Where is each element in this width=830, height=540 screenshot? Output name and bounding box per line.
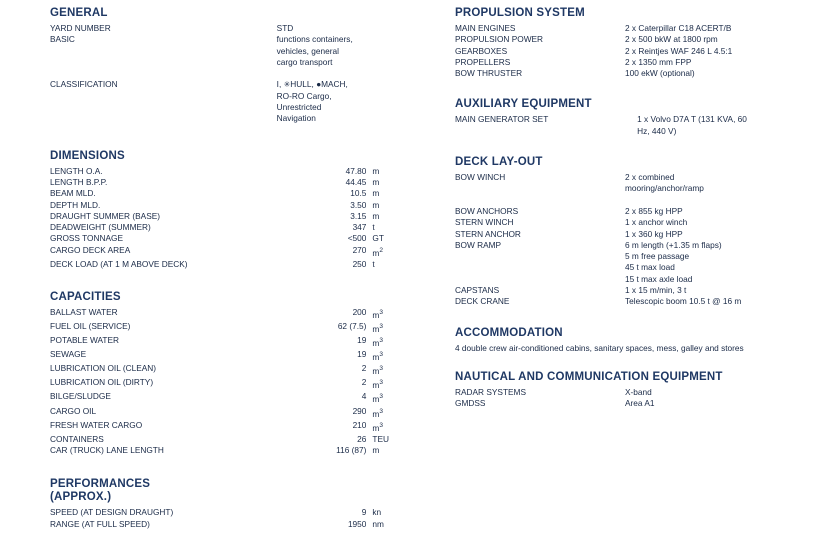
- row-value: 250: [352, 258, 367, 269]
- row-unit: m: [372, 444, 380, 455]
- row-unit: m: [372, 165, 380, 176]
- row-value: 1 x 360 kg HPP: [625, 228, 683, 239]
- row-value: <500: [347, 233, 367, 244]
- row-label: DECK LOAD (AT 1 M ABOVE DECK): [50, 258, 188, 269]
- right-column: [455, 0, 830, 420]
- table-row: [455, 34, 830, 45]
- row-label: STERN ANCHOR: [455, 228, 521, 239]
- table-row: [50, 23, 430, 34]
- row-value: 1 x Volvo D7A T (131 KVA, 60 Hz, 440 V): [637, 114, 747, 136]
- row-value: 1 x 15 m/min, 3 t: [625, 285, 687, 296]
- section-performances: [50, 478, 430, 530]
- performances-table: [50, 507, 430, 530]
- row-label: BALLAST WATER: [50, 307, 118, 318]
- row-label: DEADWEIGHT (SUMMER): [50, 222, 151, 233]
- row-unit: $m^3$: [372, 337, 383, 348]
- table-row: [455, 240, 830, 285]
- table-row: [50, 445, 430, 456]
- row-value: 2 x Reintjes WAF 246 L 4.5:1: [625, 45, 733, 56]
- row-label: BOW ANCHORS: [455, 205, 519, 216]
- table-row: [50, 259, 430, 270]
- row-label: RANGE (AT FULL SPEED): [50, 518, 150, 529]
- table-row: [50, 434, 430, 445]
- capacities-table: [50, 307, 430, 456]
- table-row: [50, 211, 430, 222]
- row-label: STERN WINCH: [455, 217, 514, 228]
- row-label: BOW RAMP: [455, 239, 502, 250]
- spacer: [50, 68, 430, 79]
- row-value: 47.80: [345, 165, 367, 176]
- row-value: 4: [361, 391, 367, 402]
- table-row: [455, 23, 830, 34]
- row-label: LUBRICATION OIL (CLEAN): [50, 363, 157, 374]
- row-value: Telescopic boom 10.5 t @ 16 m: [625, 296, 742, 307]
- table-row: [455, 398, 830, 409]
- row-value: 2: [361, 377, 367, 388]
- row-label: LUBRICATION OIL (DIRTY): [50, 377, 154, 388]
- row-label: YARD NUMBER: [50, 23, 111, 33]
- row-value: 2: [361, 363, 367, 374]
- section-title-accommodation: ACCOMMODATION: [455, 326, 563, 339]
- row-label: CARGO DECK AREA: [50, 244, 131, 255]
- row-label: DECK CRANE: [455, 296, 510, 307]
- table-row: [50, 420, 430, 434]
- row-value: 2 x 1350 mm FPP: [625, 56, 692, 67]
- row-unit: $m^3$: [372, 407, 383, 419]
- row-unit: $m^3$: [372, 323, 383, 334]
- accommodation-text: 4 double crew air-conditioned cabins, sanitary spaces, mess, galley and stores: [455, 342, 744, 353]
- row-label: CAR (TRUCK) LANE LENGTH: [50, 444, 164, 455]
- navcom-table: [455, 387, 830, 410]
- row-value: X-band: [625, 387, 652, 398]
- row-label: BOW THRUSTER: [455, 68, 523, 79]
- section-title-deck-layout: DECK LAY-OUT: [455, 156, 543, 169]
- left-column: [50, 0, 430, 540]
- row-label: RADAR SYSTEMS: [455, 387, 526, 398]
- row-label: PROPELLERS: [455, 56, 511, 67]
- propulsion-table: [455, 23, 830, 79]
- table-row: [50, 507, 430, 518]
- table-row: [50, 200, 430, 211]
- row-value: 1 x anchor winch: [625, 217, 688, 228]
- row-label: LENGTH B.P.P.: [50, 176, 108, 187]
- spacer: [455, 195, 830, 206]
- row-unit: kn: [372, 507, 382, 518]
- row-value: 19: [357, 349, 367, 360]
- section-capacities: [50, 290, 430, 456]
- row-label: MAIN ENGINES: [455, 23, 516, 33]
- row-value: 10.5: [350, 188, 367, 199]
- row-value: 2 x 855 kg HPP: [625, 205, 683, 216]
- table-row: [455, 68, 830, 79]
- row-unit: $m^3$: [372, 393, 383, 405]
- row-value: 210: [352, 419, 367, 430]
- row-unit: m: [372, 176, 380, 187]
- row-label: SPEED (AT DESIGN DRAUGHT): [50, 507, 174, 518]
- row-value: 2 x Caterpillar C18 ACERT/B: [625, 23, 732, 33]
- section-title-general: GENERAL: [50, 7, 108, 19]
- row-value: 62 (7.5): [337, 321, 367, 332]
- table-row: [50, 406, 430, 420]
- row-value: 200: [352, 307, 367, 318]
- table-row: [455, 229, 830, 240]
- row-value: I, ✳HULL, ●MACH, RO-RO Cargo, Unrestricted Navigation: [276, 79, 348, 124]
- section-auxiliary: [455, 97, 830, 137]
- section-navcom: [455, 370, 830, 410]
- row-unit: $m^3$: [372, 421, 383, 433]
- section-title-navcom: NAUTICAL AND COMMUNICATION EQUIPMENT: [455, 371, 723, 384]
- section-propulsion: [455, 6, 830, 79]
- section-title-auxiliary: AUXILIARY EQUIPMENT: [455, 98, 592, 111]
- row-label: FUEL OIL (SERVICE): [50, 321, 131, 332]
- row-label: CARGO OIL: [50, 405, 97, 416]
- row-label: BOW WINCH: [455, 172, 506, 183]
- row-unit: TEU: [372, 433, 390, 444]
- row-unit: m: [372, 199, 380, 210]
- row-unit: t: [372, 222, 375, 233]
- table-row: [50, 377, 430, 391]
- table-row: [455, 114, 830, 137]
- table-row: [50, 245, 430, 259]
- row-label: CONTAINERS: [50, 433, 104, 444]
- row-value: 2 x combined mooring/anchor/ramp: [625, 172, 704, 194]
- deck-layout-table: [455, 172, 830, 308]
- table-row: [50, 335, 430, 349]
- row-value: 290: [352, 405, 367, 416]
- section-deck-layout: [455, 155, 830, 308]
- section-accommodation: [455, 326, 830, 355]
- row-label: MAIN GENERATOR SET: [455, 114, 549, 125]
- table-row: [50, 166, 430, 177]
- row-label: DEPTH MLD.: [50, 199, 101, 210]
- table-row: [455, 46, 830, 57]
- row-value: STD: [276, 23, 294, 33]
- table-row: [50, 391, 430, 405]
- row-label: BASIC: [50, 34, 75, 45]
- dimensions-table: [50, 166, 430, 270]
- table-row: [455, 285, 830, 296]
- row-value: 6 m length (+1.35 m flaps) 5 m free passage 45 t max load 15 t max axle load: [625, 239, 722, 284]
- auxiliary-table: [455, 114, 830, 137]
- table-row: [455, 217, 830, 228]
- row-label: GEARBOXES: [455, 45, 508, 56]
- table-row: [455, 57, 830, 68]
- row-value: 116 (87): [336, 444, 367, 455]
- row-unit: nm: [372, 518, 384, 529]
- row-label: SEWAGE: [50, 349, 87, 360]
- section-title-performances: [50, 478, 430, 504]
- section-title-performances-line2: (APPROX.): [50, 491, 112, 504]
- table-row: [455, 387, 830, 398]
- table-row: [50, 177, 430, 188]
- row-label: CLASSIFICATION: [50, 79, 118, 90]
- row-value: 100 ekW (optional): [625, 68, 695, 79]
- table-row: [455, 206, 830, 217]
- section-title-dimensions: DIMENSIONS: [50, 149, 125, 162]
- row-label: DRAUGHT SUMMER (BASE): [50, 210, 161, 221]
- row-value: 270: [352, 244, 367, 255]
- table-row: [50, 34, 430, 68]
- row-value: 2 x 500 bkW at 1800 rpm: [625, 34, 718, 45]
- row-label: BEAM MLD.: [50, 188, 96, 199]
- table-row: [455, 172, 830, 195]
- section-title-performances-line1: PERFORMANCES: [50, 478, 151, 491]
- section-dimensions: [50, 149, 430, 270]
- table-row: [50, 188, 430, 199]
- table-row: [50, 363, 430, 377]
- table-row: [50, 79, 430, 124]
- table-row: [50, 233, 430, 244]
- row-value: functions containers, vehicles, general cargo transport: [276, 34, 353, 67]
- row-unit: GT: [372, 233, 384, 244]
- row-label: LENGTH O.A.: [50, 165, 103, 176]
- row-unit: $m^2$: [372, 246, 383, 258]
- row-value: 44.45: [345, 176, 367, 187]
- row-label: POTABLE WATER: [50, 335, 119, 346]
- section-title-capacities: CAPACITIES: [50, 291, 121, 304]
- table-row: [50, 519, 430, 530]
- row-unit: $m^3$: [372, 309, 383, 320]
- table-row: [50, 321, 430, 335]
- row-value: 1950: [347, 518, 367, 529]
- section-general: [50, 6, 430, 125]
- general-table: [50, 23, 430, 125]
- row-value: 19: [357, 335, 367, 346]
- row-label: PROPULSION POWER: [455, 34, 544, 45]
- row-label: GROSS TONNAGE: [50, 233, 123, 244]
- row-unit: $m^3$: [372, 365, 383, 377]
- table-row: [50, 222, 430, 233]
- section-title-propulsion: PROPULSION SYSTEM: [455, 7, 585, 19]
- table-row: [50, 307, 430, 321]
- row-unit: m: [372, 188, 380, 199]
- row-label: CAPSTANS: [455, 285, 500, 296]
- row-value: 347: [352, 222, 367, 233]
- table-row: [50, 349, 430, 363]
- row-unit: $m^3$: [372, 351, 383, 363]
- row-value: 9: [361, 507, 367, 518]
- row-value: 26: [357, 433, 367, 444]
- row-label: GMDSS: [455, 398, 486, 409]
- row-label: FRESH WATER CARGO: [50, 419, 143, 430]
- row-value: Area A1: [625, 398, 655, 409]
- row-unit: $m^3$: [372, 379, 383, 391]
- row-unit: m: [372, 210, 380, 221]
- row-unit: t: [372, 258, 375, 269]
- row-label: BILGE/SLUDGE: [50, 391, 111, 402]
- table-row: [455, 296, 830, 307]
- row-value: 3.50: [350, 199, 367, 210]
- row-value: 3.15: [350, 210, 367, 221]
